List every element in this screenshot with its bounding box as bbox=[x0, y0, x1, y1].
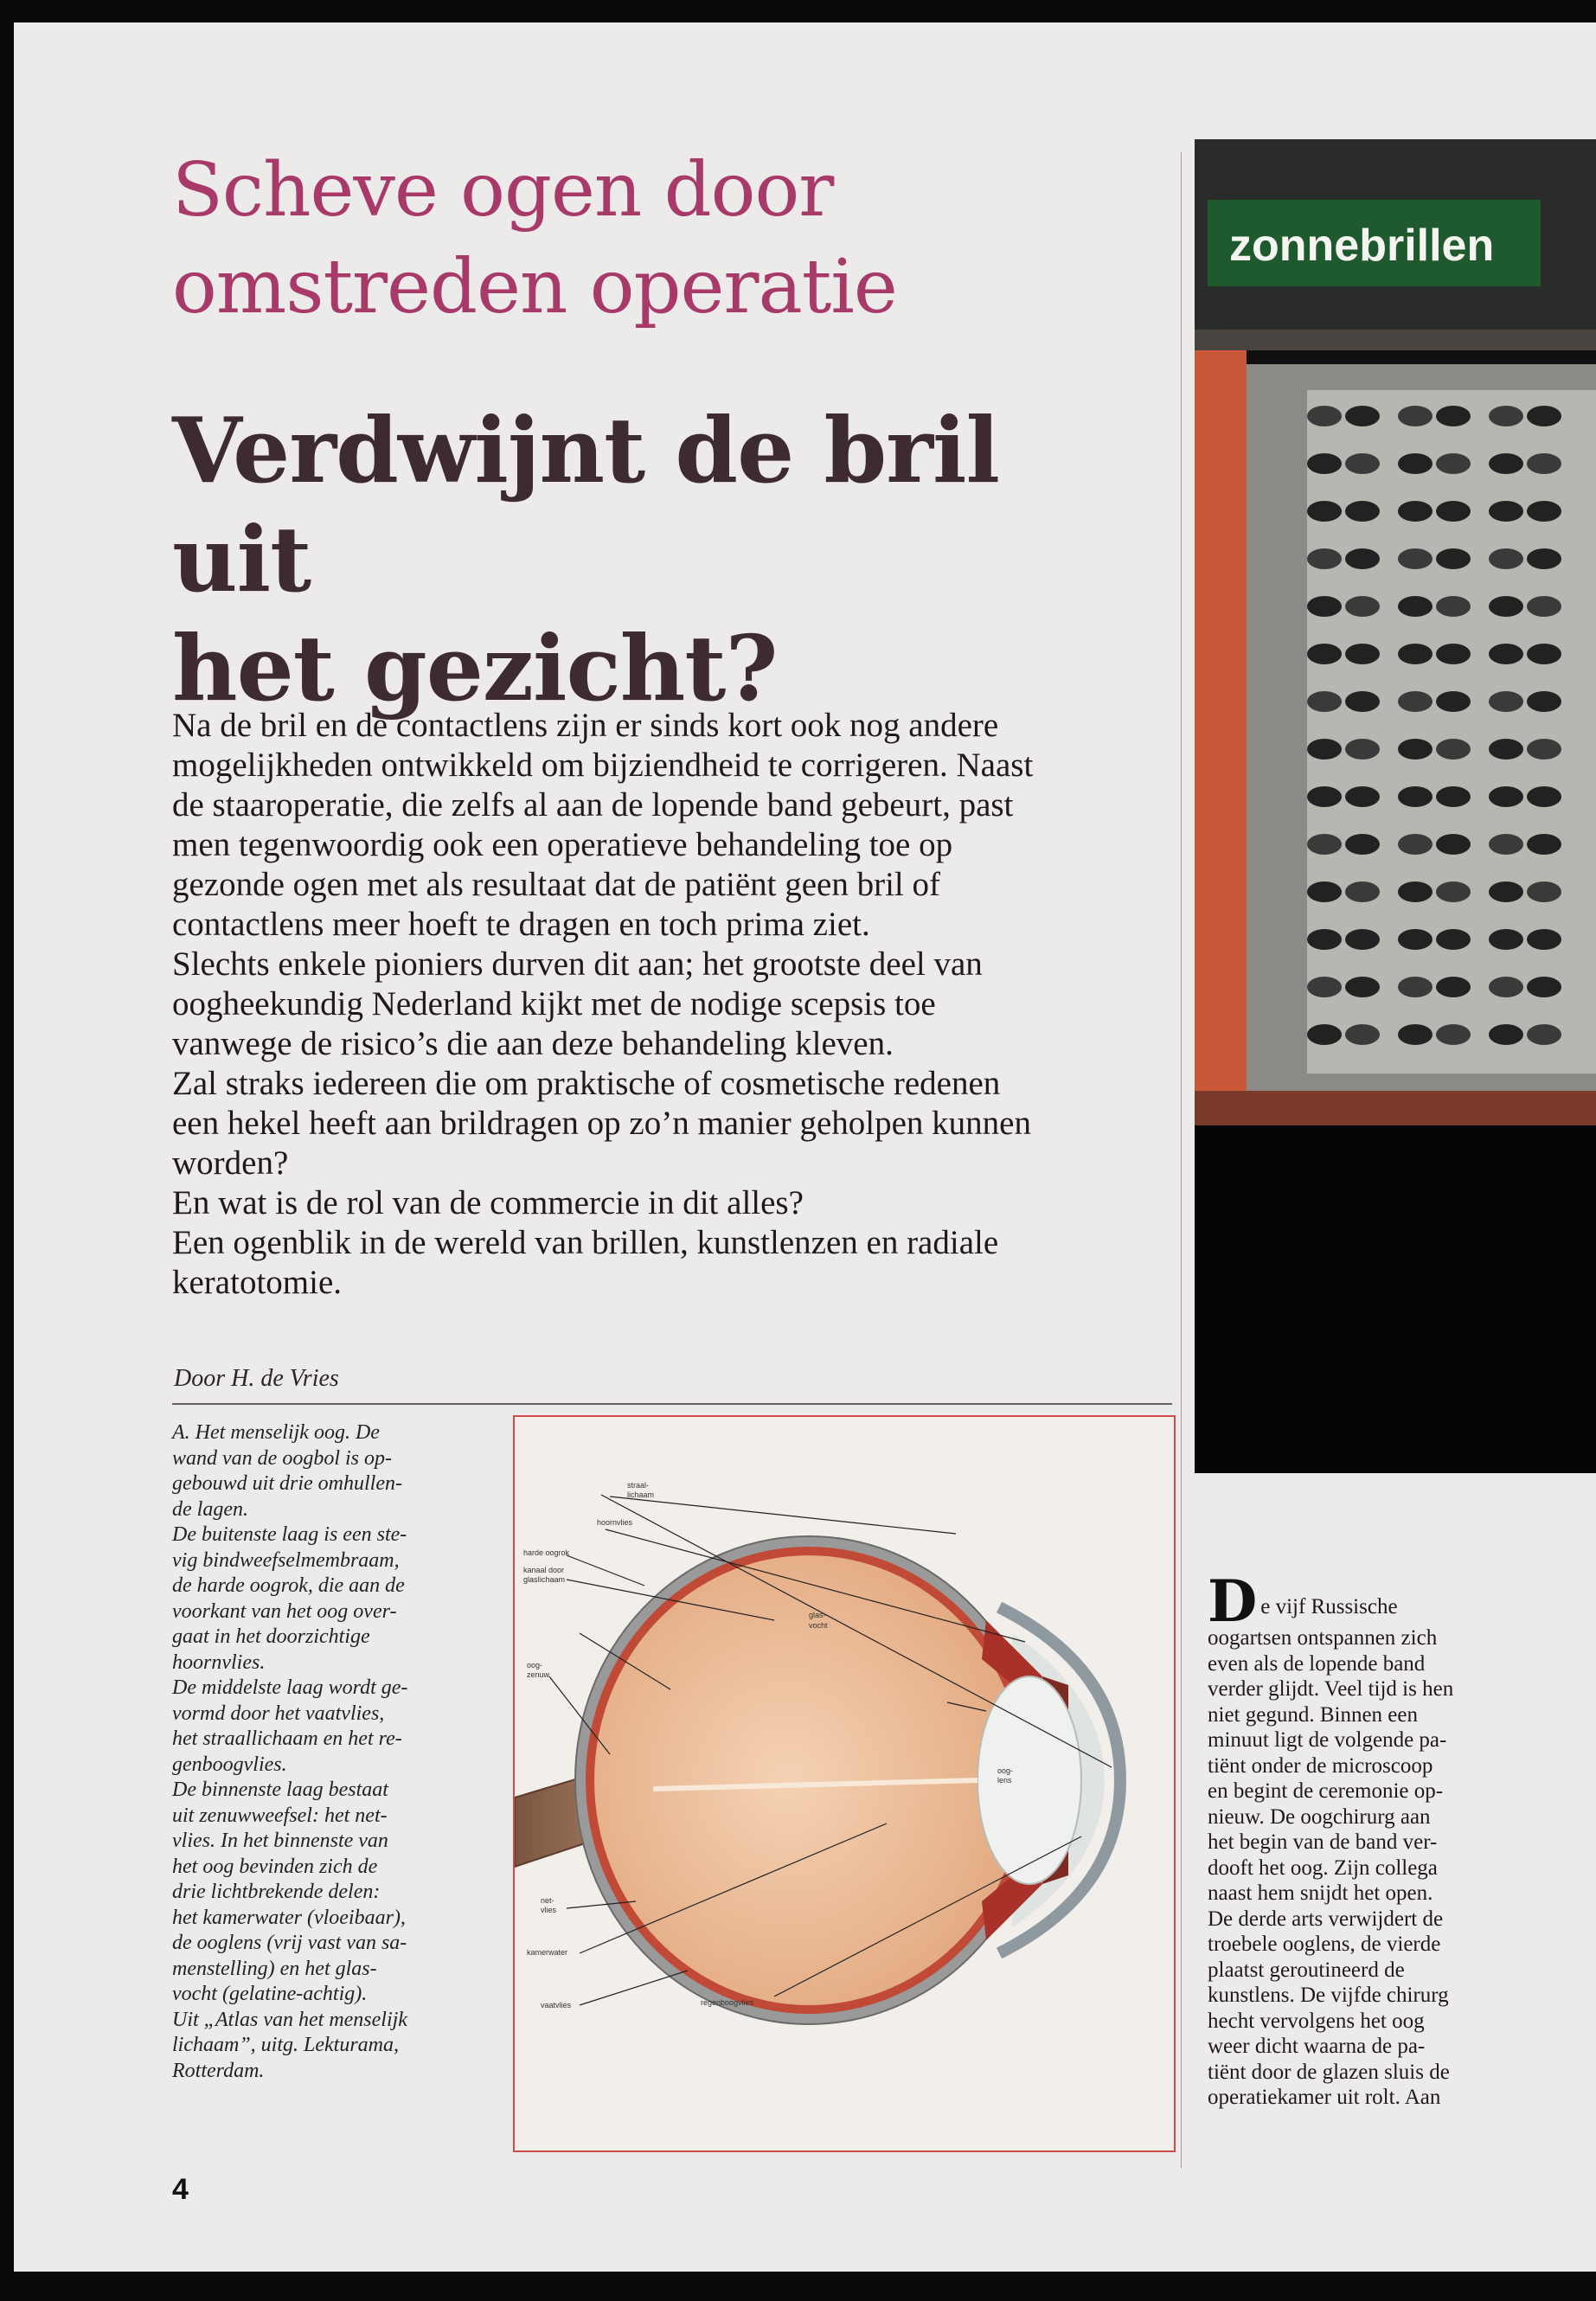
byline-divider bbox=[172, 1403, 1172, 1405]
sunglasses-lens bbox=[1307, 929, 1342, 950]
sunglasses-lens bbox=[1489, 453, 1523, 474]
sunglasses-lens bbox=[1527, 644, 1561, 664]
sunglasses-lens bbox=[1527, 739, 1561, 760]
intro-line: worden? bbox=[172, 1144, 289, 1182]
sunglasses-lens bbox=[1489, 786, 1523, 807]
sunglasses-lens bbox=[1307, 977, 1342, 997]
sunglasses-lens bbox=[1436, 691, 1471, 712]
caption-line: A. Het menselijk oog. De bbox=[172, 1421, 380, 1444]
sunglasses-lens bbox=[1345, 501, 1380, 522]
sunglasses-lens bbox=[1345, 691, 1380, 712]
sunglasses-lens bbox=[1398, 1024, 1433, 1045]
sunglasses-lens bbox=[1345, 834, 1380, 855]
sunglasses-lens bbox=[1307, 596, 1342, 617]
caption-line: De binnenste laag bestaat bbox=[172, 1779, 388, 1801]
sunglasses-lens bbox=[1345, 1024, 1380, 1045]
intro-line: vanwege de risico’s die aan deze behandeling kleven. bbox=[172, 1025, 894, 1062]
intro-line: contactlens meer hoeft te dragen en toch prima ziet. bbox=[172, 906, 870, 943]
label-regenboogvlies: regenboogvlies bbox=[701, 1998, 754, 2007]
sunglasses-lens bbox=[1345, 548, 1380, 569]
sunglasses-shop-photo bbox=[1195, 139, 1596, 1473]
body-line: dooft het oog. Zijn collega bbox=[1208, 1856, 1438, 1880]
body-line: niet gegund. Binnen een bbox=[1208, 1702, 1418, 1727]
caption-line: De buitenste laag is een ste- bbox=[172, 1523, 407, 1546]
window-frame-left bbox=[1195, 350, 1247, 1103]
sunglasses-lens bbox=[1307, 1024, 1342, 1045]
shop-sign-text: zonnebrillen bbox=[1229, 221, 1495, 271]
sunglasses-lens bbox=[1436, 834, 1471, 855]
sunglasses-lens bbox=[1345, 596, 1380, 617]
sunglasses-lens bbox=[1307, 501, 1342, 522]
label-vaatvlies: vaatvlies bbox=[541, 2001, 572, 2009]
sunglasses-lens bbox=[1436, 548, 1471, 569]
caption-line: voorkant van het oog over- bbox=[172, 1599, 397, 1623]
caption-line: vormd door het vaatvlies, bbox=[172, 1702, 385, 1725]
drop-cap: D bbox=[1208, 1567, 1258, 1635]
lens-shape bbox=[977, 1676, 1081, 1884]
sunglasses-lens bbox=[1527, 834, 1561, 855]
sunglasses-lens bbox=[1489, 501, 1523, 522]
column-divider bbox=[1181, 152, 1182, 2168]
sunglasses-lens bbox=[1307, 786, 1342, 807]
label-kanaal-2: glasIichaam bbox=[523, 1575, 566, 1584]
sunglasses-lens bbox=[1307, 548, 1342, 569]
sunglasses-lens bbox=[1345, 406, 1380, 426]
sunglasses-lens bbox=[1398, 596, 1433, 617]
label-ooglens: oog- bbox=[997, 1766, 1014, 1775]
sunglasses-lens bbox=[1436, 501, 1471, 522]
body-line: en begint de ceremonie op- bbox=[1208, 1779, 1444, 1803]
sunglasses-lens bbox=[1398, 881, 1433, 902]
body-line: kunstlens. De vijfde chirurg bbox=[1208, 1984, 1449, 2007]
sunglasses-lens bbox=[1398, 453, 1433, 474]
caption-line: lichaam”, uitg. Lekturama, bbox=[172, 2034, 399, 2056]
sunglasses-lens bbox=[1307, 739, 1342, 760]
body-line: het begin van de band ver- bbox=[1208, 1830, 1438, 1854]
caption-line: gebouwd uit drie omhullen- bbox=[172, 1472, 402, 1495]
intro-line: Slechts enkele pioniers durven dit aan; het grootste deel van bbox=[172, 945, 983, 983]
headline-line-2: het gezicht? bbox=[172, 615, 778, 721]
label-kamerwater: kamerwater bbox=[527, 1948, 568, 1957]
sunglasses-lens bbox=[1527, 786, 1561, 807]
intro-line: En wat is de rol van de commercie in dit alles? bbox=[172, 1184, 804, 1221]
eye-diagram-figure bbox=[513, 1415, 1176, 2152]
caption-line: Uit „Atlas van het menselijk bbox=[172, 2008, 407, 2031]
byline: Door H. de Vries bbox=[174, 1365, 339, 1392]
sunglasses-lens bbox=[1307, 881, 1342, 902]
label-kanaal: kanaal door bbox=[523, 1566, 565, 1574]
headline-line-1: Verdwijnt de bril uit bbox=[172, 397, 999, 612]
intro-line: mogelijkheden ontwikkeld om bijziendheid te corrigeren. Naast bbox=[172, 747, 1034, 784]
body-line: even als de lopende band bbox=[1208, 1651, 1426, 1676]
article-kicker bbox=[172, 142, 951, 336]
sunglasses-lens bbox=[1307, 834, 1342, 855]
caption-line: drie lichtbrekende delen: bbox=[172, 1881, 381, 1903]
body-line: plaatst geroutineerd de bbox=[1208, 1958, 1405, 1982]
sunglasses-lens bbox=[1489, 834, 1523, 855]
body-text-column bbox=[1208, 1567, 1502, 2111]
caption-line: menstelling) en het glas- bbox=[172, 1957, 377, 1980]
caption-line: het straallichaam en het re- bbox=[172, 1727, 402, 1750]
body-line: naast hem snijdt het open. bbox=[1208, 1881, 1433, 1905]
sunglasses-lens bbox=[1489, 548, 1523, 569]
body-line: hecht vervolgens het oog bbox=[1208, 2009, 1425, 2033]
sunglasses-lens bbox=[1398, 977, 1433, 997]
caption-line: het kamerwater (vloeibaar), bbox=[172, 1906, 406, 1929]
label-netvlies: net- bbox=[541, 1896, 554, 1905]
body-line: tiënt onder de microscoop bbox=[1208, 1753, 1433, 1778]
sunglasses-lens bbox=[1436, 453, 1471, 474]
sunglasses-lens bbox=[1398, 406, 1433, 426]
label-oogzenuw-2: zenuw bbox=[527, 1670, 550, 1679]
caption-line: de ooglens (vrij vast van sa- bbox=[172, 1932, 407, 1954]
article-intro bbox=[172, 706, 1167, 1303]
label-glasvocht-2: vocht bbox=[809, 1621, 828, 1630]
caption-line: vocht (gelatine-achtig). bbox=[172, 1983, 368, 2005]
intro-line: Zal straks iedereen die om praktische of cosmetische redenen bbox=[172, 1065, 1001, 1102]
caption-line: de harde oogrok, die aan de bbox=[172, 1574, 405, 1597]
sunglasses-lens bbox=[1436, 739, 1471, 760]
sunglasses-lens bbox=[1436, 406, 1471, 426]
body-line: weer dicht waarna de pa- bbox=[1208, 2035, 1426, 2058]
body-line: De derde arts verwijdert de bbox=[1208, 1907, 1444, 1931]
sunglasses-lens bbox=[1398, 739, 1433, 760]
caption-line: uit zenuwweefsel: het net- bbox=[172, 1804, 388, 1827]
sunglasses-lens bbox=[1398, 644, 1433, 664]
sunglasses-lens bbox=[1489, 596, 1523, 617]
sunglasses-lens bbox=[1398, 834, 1433, 855]
sunglasses-lens bbox=[1345, 739, 1380, 760]
figure-caption bbox=[172, 1420, 501, 2084]
body-line: e vijf Russische bbox=[1260, 1595, 1398, 1618]
sunglasses-lens bbox=[1527, 1024, 1561, 1045]
caption-line: De middelste laag wordt ge- bbox=[172, 1676, 408, 1699]
intro-line: Een ogenblik in de wereld van brillen, kunstlenzen en radiale bbox=[172, 1224, 999, 1261]
body-line: tiënt door de glazen sluis de bbox=[1208, 2060, 1450, 2084]
sunglasses-lens bbox=[1398, 548, 1433, 569]
intro-line: gezonde ogen met als resultaat dat de patiënt geen bril of bbox=[172, 866, 940, 903]
sunglasses-lens bbox=[1527, 881, 1561, 902]
label-ooglens-2: lens bbox=[997, 1776, 1012, 1785]
sunglasses-lens bbox=[1489, 929, 1523, 950]
sunglasses-lens bbox=[1436, 881, 1471, 902]
caption-line: vig bindweefselmembraam, bbox=[172, 1548, 400, 1572]
sunglasses-lens bbox=[1489, 739, 1523, 760]
sunglasses-lens bbox=[1436, 644, 1471, 664]
sunglasses-lens bbox=[1307, 453, 1342, 474]
article-headline bbox=[172, 396, 1063, 723]
sunglasses-lens bbox=[1345, 881, 1380, 902]
body-line: verder glijdt. Veel tijd is hen bbox=[1208, 1677, 1454, 1701]
sunglasses-lens bbox=[1345, 977, 1380, 997]
sunglasses-lens bbox=[1345, 786, 1380, 807]
sunglasses-lens bbox=[1527, 691, 1561, 712]
caption-line: Rotterdam. bbox=[172, 2059, 265, 2082]
sunglasses-lens bbox=[1398, 929, 1433, 950]
caption-line: het oog bevinden zich de bbox=[172, 1855, 378, 1878]
kicker-line-2: omstreden operatie bbox=[172, 244, 897, 330]
label-netvlies-2: vlies bbox=[541, 1906, 557, 1914]
sunglasses-lens bbox=[1307, 406, 1342, 426]
caption-line: de lagen. bbox=[172, 1497, 248, 1521]
sunglasses-lens bbox=[1527, 406, 1561, 426]
sunglasses-lens bbox=[1398, 501, 1433, 522]
sunglasses-lens bbox=[1436, 596, 1471, 617]
sunglasses-lens bbox=[1307, 691, 1342, 712]
magazine-page bbox=[14, 22, 1596, 2272]
caption-line: wand van de oogbol is op- bbox=[172, 1446, 392, 1470]
kicker-line-1: Scheve ogen door bbox=[172, 147, 834, 234]
sunglasses-lens bbox=[1489, 691, 1523, 712]
sunglasses-lens bbox=[1527, 501, 1561, 522]
sunglasses-lens bbox=[1489, 1024, 1523, 1045]
intro-line: keratotomie. bbox=[172, 1264, 343, 1301]
intro-line: de staaroperatie, die zelfs al aan de lopende band gebeurt, past bbox=[172, 786, 1014, 824]
body-line: minuut ligt de volgende pa- bbox=[1208, 1728, 1447, 1752]
sunglasses-lens bbox=[1398, 786, 1433, 807]
intro-line: Na de bril en de contactlens zijn er sinds kort ook nog andere bbox=[172, 707, 999, 744]
sunglasses-lens bbox=[1489, 881, 1523, 902]
caption-line: vlies. In het binnenste van bbox=[172, 1830, 388, 1852]
body-line: oogartsen ontspannen zich bbox=[1208, 1626, 1438, 1650]
sunglasses-lens bbox=[1527, 977, 1561, 997]
caption-line: genboogvlies. bbox=[172, 1753, 287, 1776]
body-line: operatiekamer uit rolt. Aan bbox=[1208, 2086, 1441, 2109]
sunglasses-lens bbox=[1398, 691, 1433, 712]
sunglasses-lens bbox=[1527, 548, 1561, 569]
eye-cross-section-diagram bbox=[515, 1417, 1174, 2150]
sunglasses-lens bbox=[1489, 977, 1523, 997]
sunglasses-lens bbox=[1489, 644, 1523, 664]
body-line: troebele ooglens, de vierde bbox=[1208, 1932, 1441, 1956]
label-oogzenuw: oog- bbox=[527, 1661, 543, 1670]
sunglasses-lens bbox=[1345, 929, 1380, 950]
shop-window-illustration bbox=[1195, 139, 1596, 1473]
sunglasses-lens bbox=[1527, 453, 1561, 474]
caption-line: hoornvlies. bbox=[172, 1650, 266, 1674]
sunglasses-lens bbox=[1345, 453, 1380, 474]
sunglasses-lens bbox=[1307, 644, 1342, 664]
sunglasses-lens bbox=[1489, 406, 1523, 426]
caption-line: gaat in het doorzichtige bbox=[172, 1625, 370, 1648]
label-straallichaam: straal- bbox=[627, 1481, 650, 1490]
label-hoornvlies: hoornvlies bbox=[597, 1518, 633, 1527]
sunglasses-lens bbox=[1436, 977, 1471, 997]
label-glasvocht: glas- bbox=[809, 1611, 826, 1619]
sunglasses-lens bbox=[1527, 596, 1561, 617]
page-number: 4 bbox=[172, 2173, 189, 2206]
sunglasses-lens bbox=[1345, 644, 1380, 664]
intro-line: oogheekundig Nederland kijkt met de nodige scepsis toe bbox=[172, 985, 936, 1022]
label-harde-oogrok: harde oogrok bbox=[523, 1548, 570, 1557]
body-line: nieuw. De oogchirurg aan bbox=[1208, 1804, 1431, 1829]
sunglasses-lens bbox=[1436, 929, 1471, 950]
sunglasses-lens bbox=[1527, 929, 1561, 950]
intro-line: een hekel heeft aan brildragen op zo’n manier geholpen kunnen bbox=[172, 1105, 1031, 1142]
sunglasses-lens bbox=[1436, 786, 1471, 807]
intro-line: men tegenwoordig ook een operatieve behandeling toe op bbox=[172, 826, 953, 863]
sunglasses-lens bbox=[1436, 1024, 1471, 1045]
label-straallichaam-2: lichaam bbox=[627, 1490, 655, 1499]
